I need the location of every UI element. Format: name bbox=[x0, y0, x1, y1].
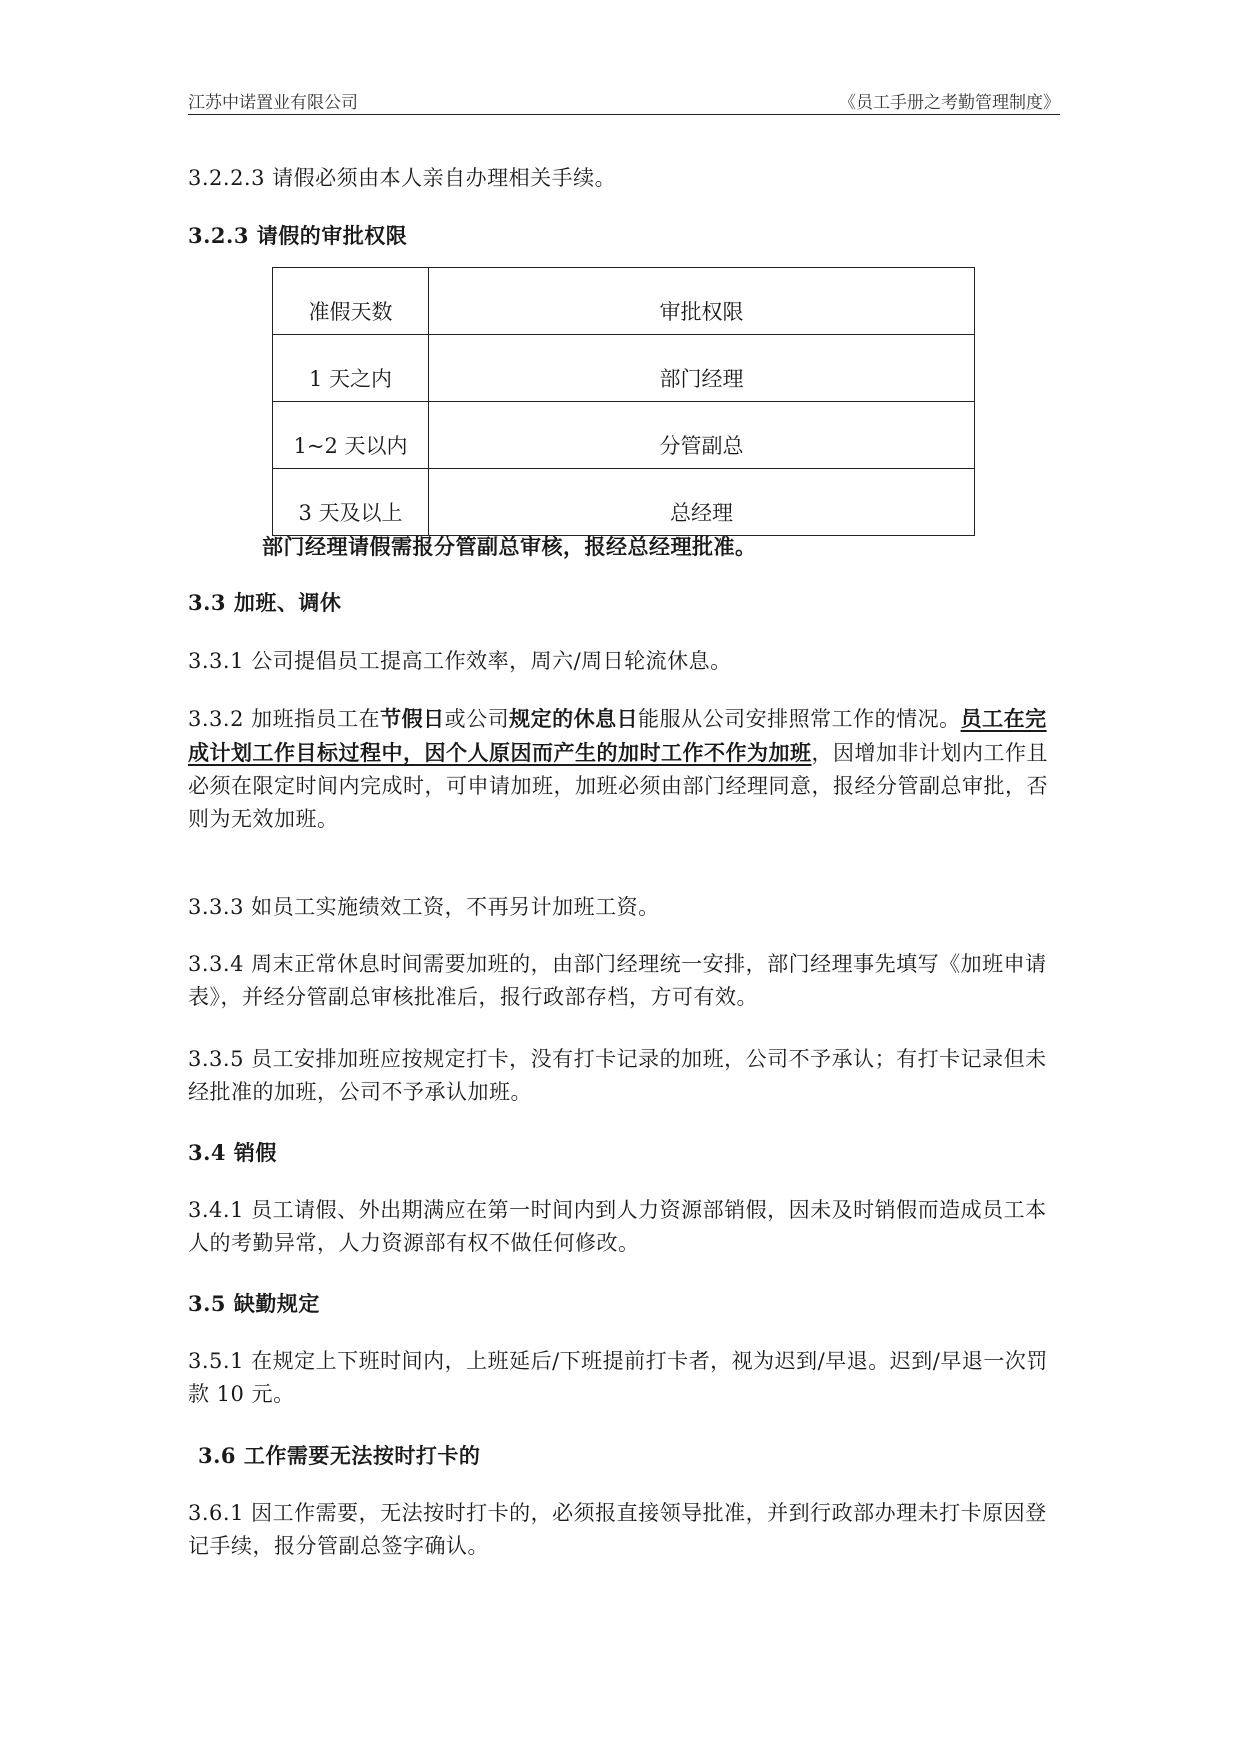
clause-3-5-1: 3.5.1 在规定上下班时间内，上班延后/下班提前打卡者，视为迟到/早退。迟到/早退一次罚款 10 元。 bbox=[188, 1349, 1048, 1406]
clause-3-3-1: 3.3.1 公司提倡员工提高工作效率，周六/周日轮流休息。 bbox=[188, 649, 732, 673]
table-header-cell: 审批权限 bbox=[429, 268, 975, 335]
table-row bbox=[273, 402, 975, 469]
clause-text: 3.3.2 加班指员工在 bbox=[188, 707, 381, 731]
table-row bbox=[273, 335, 975, 402]
clause-3-6-1: 3.6.1 因工作需要，无法按时打卡的，必须报直接领导批准，并到行政部办理未打卡原因登记手续，报分管副总签字确认。 bbox=[188, 1501, 1047, 1558]
section-3-3-heading: 3.3 加班、调休 bbox=[188, 590, 342, 615]
document-title: 《员工手册之考勤管理制度》 bbox=[839, 93, 1060, 113]
section-3-4-heading: 3.4 销假 bbox=[188, 1140, 277, 1165]
clause-3-3-4: 3.3.4 周末正常休息时间需要加班的，由部门经理统一安排，部门经理事先填写《加班申请表》，并经分管副总审核批准后，报行政部存档，方可有效。 bbox=[188, 952, 1047, 1009]
clause-3-3-3: 3.3.3 如员工实施绩效工资，不再另计加班工资。 bbox=[188, 895, 660, 919]
section-3-5-heading: 3.5 缺勤规定 bbox=[188, 1291, 320, 1316]
bold-term: 规定的休息日 bbox=[509, 706, 639, 731]
table-row bbox=[273, 469, 975, 536]
table-header-cell: 准假天数 bbox=[273, 268, 429, 335]
clause-text: ，因增加非计划内工作且必须在限定时间内完成时，可申请加班，加班必须由部门经理同意，报经分管副总审批，否则为无效加班。 bbox=[188, 741, 1048, 831]
underlined-rule: 员工在完成计划工作目标过程中，因个人原因而产生的加时工作不作为加班 bbox=[188, 706, 1047, 765]
table-cell: 1~2 天以内 bbox=[273, 402, 429, 469]
table-note: 部门经理请假需报分管副总审核，报经总经理批准。 bbox=[262, 534, 757, 559]
table-cell: 1 天之内 bbox=[273, 335, 429, 402]
table-cell: 3 天及以上 bbox=[273, 469, 429, 536]
approval-authority-table bbox=[272, 267, 975, 536]
section-3-2-3-heading: 3.2.3 请假的审批权限 bbox=[188, 223, 408, 248]
company-name: 江苏中诺置业有限公司 bbox=[188, 93, 358, 113]
clause-3-3-5: 3.3.5 员工安排加班应按规定打卡，没有打卡记录的加班，公司不予承认；有打卡记录但未经批准的加班，公司不予承认加班。 bbox=[188, 1047, 1047, 1104]
clause-text: 或公司 bbox=[444, 707, 510, 731]
clause-3-4-1: 3.4.1 员工请假、外出期满应在第一时间内到人力资源部销假，因未及时销假而造成员工本人的考勤异常，人力资源部有权不做任何修改。 bbox=[188, 1198, 1047, 1255]
clause-3-3-2 bbox=[188, 702, 1060, 836]
table-cell: 总经理 bbox=[429, 469, 975, 536]
table-header-row bbox=[273, 268, 975, 335]
page-header bbox=[188, 88, 1060, 115]
table-cell: 分管副总 bbox=[429, 402, 975, 469]
section-3-6-heading: 3.6 工作需要无法按时打卡的 bbox=[198, 1443, 481, 1468]
bold-term: 节假日 bbox=[380, 706, 445, 731]
table-cell: 部门经理 bbox=[429, 335, 975, 402]
clause-text: 能服从公司安排照常工作的情况。 bbox=[638, 707, 961, 731]
clause-3-2-2-3: 3.2.2.3 请假必须由本人亲自办理相关手续。 bbox=[188, 166, 617, 190]
